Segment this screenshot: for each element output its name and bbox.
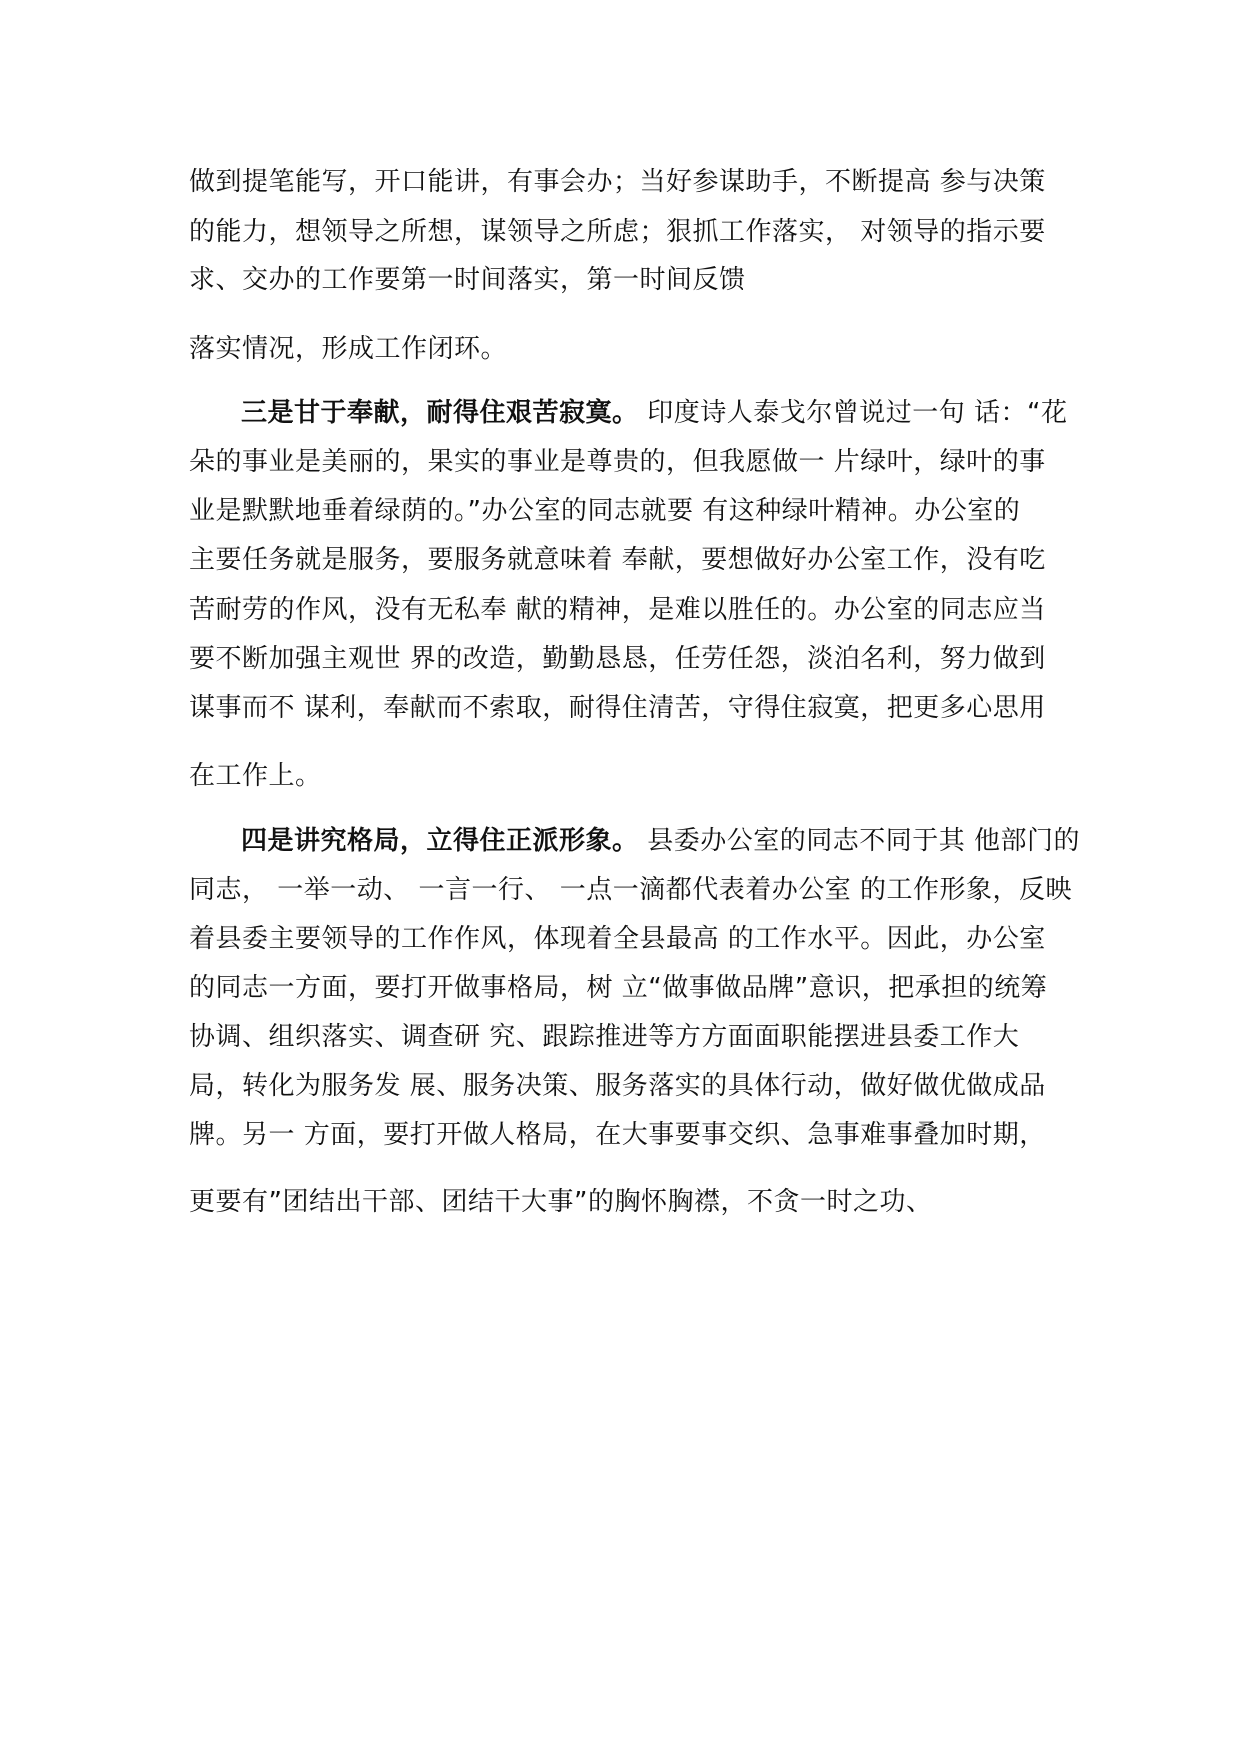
paragraph-line: 主要任务就是服务，要服务就意味着 奉献，要想做好办公室工作，没有吃 <box>189 545 1046 575</box>
paragraph-line: 求、交办的工作要第一时间落实，第一时间反馈 <box>189 265 746 295</box>
paragraph-line: 业是默默地垂着绿荫的。”办公室的同志就要 有这种绿叶精神。办公室的 <box>189 496 1021 526</box>
paragraph-line: 落实情况，形成工作闭环。 <box>189 334 508 364</box>
paragraph-line: 在工作上。 <box>189 761 322 791</box>
paragraph-line: 更要有”团结出干部、团结干大事”的胸怀胸襟，不贪一时之功、 <box>189 1187 933 1217</box>
paragraph-line: 要不断加强主观世 界的改造，勤勤恳恳，任劳任怨，淡泊名利，努力做到 <box>189 644 1046 674</box>
paragraph-lead-heading: 四是讲究格局，立得住正派形象。 <box>241 826 639 856</box>
paragraph-line: 做到提笔能写，开口能讲，有事会办；当好参谋助手，不断提高 参与决策 <box>189 167 1046 197</box>
paragraph-line: 局，转化为服务发 展、服务决策、服务落实的具体行动，做好做优做成品 <box>189 1071 1046 1101</box>
paragraph-line: 的同志一方面，要打开做事格局，树 立“做事做品牌”意识，把承担的统筹 <box>189 973 1048 1003</box>
paragraph-first-line <box>241 824 1121 858</box>
paragraph-line: 朵的事业是美丽的，果实的事业是尊贵的，但我愿做一 片绿叶，绿叶的事 <box>189 447 1046 477</box>
paragraph-line: 同志， 一举一动、 一言一行、 一点一滴都代表着办公室 的工作形象，反映 <box>189 875 1073 905</box>
paragraph-line: 牌。另一 方面，要打开做人格局，在大事要事交织、急事难事叠加时期， <box>189 1120 1046 1150</box>
paragraph-lead-heading: 三是甘于奉献，耐得住艰苦寂寞。 <box>241 398 639 428</box>
paragraph-text: 印度诗人泰戈尔曾说过一句 话：“花 <box>638 398 1068 428</box>
paragraph-text: 县委办公室的同志不同于其 他部门的 <box>638 826 1081 856</box>
paragraph-line: 着县委主要领导的工作作风，体现着全县最高 的工作水平。因此，办公室 <box>189 924 1046 954</box>
paragraph-line: 苦耐劳的作风，没有无私奉 献的精神，是难以胜任的。办公室的同志应当 <box>189 595 1046 625</box>
paragraph-line: 谋事而不 谋利，奉献而不索取，耐得住清苦，守得住寂寞，把更多心思用 <box>189 693 1046 723</box>
paragraph-line: 协调、组织落实、调查研 究、跟踪推进等方方面面职能摆进县委工作大 <box>189 1022 1020 1052</box>
paragraph-first-line <box>241 396 1121 430</box>
paragraph-line: 的能力，想领导之所想，谋领导之所虑；狠抓工作落实， 对领导的指示要 <box>189 217 1046 247</box>
